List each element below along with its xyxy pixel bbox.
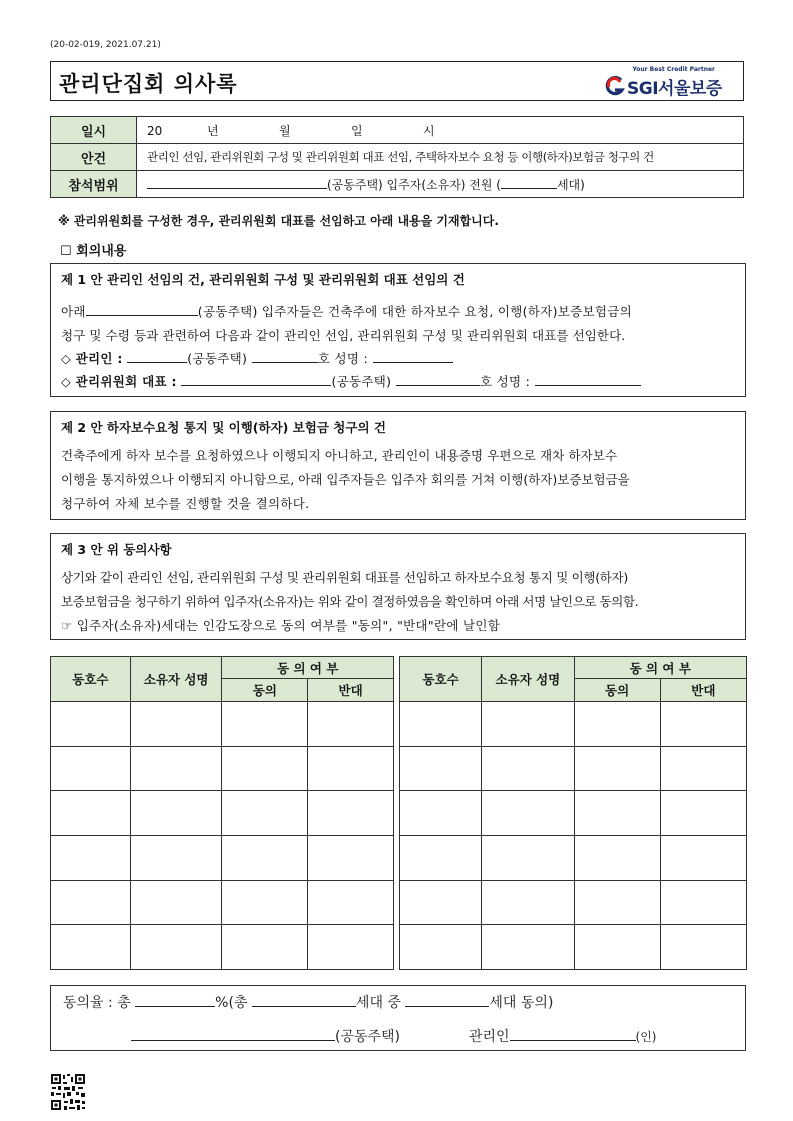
table-row: [400, 746, 747, 791]
year-unit: 년: [207, 123, 219, 138]
consent-header: 동 의 여 부: [222, 657, 394, 679]
attendance-text: (공동주택) 입주자(소유자) 전원 (: [327, 177, 501, 192]
item2-line1: 건축주에게 하자 보수를 요청하였으나 이행되지 아니하고, 관리인이 내용증명 우편으로 재차 하자보수: [61, 448, 618, 463]
oppose-cell[interactable]: [660, 925, 746, 970]
representative-label: ◇ 관리위원회 대표 :: [61, 374, 177, 389]
agenda-item-3: [50, 533, 746, 640]
owner-header: 소유자 성명: [482, 657, 574, 702]
oppose-cell[interactable]: [308, 746, 394, 791]
consent-rate-line: [63, 992, 553, 1012]
oppose-header: 반대: [660, 679, 746, 702]
owner-cell[interactable]: [130, 791, 222, 836]
manager-name-blank[interactable]: [373, 350, 453, 363]
oppose-cell[interactable]: [660, 836, 746, 881]
representative-name-label: 호 성명 :: [479, 374, 531, 389]
table-row: [400, 925, 747, 970]
unit-cell[interactable]: [51, 880, 131, 925]
agenda-label: 안건: [51, 144, 137, 171]
table-row: [51, 880, 394, 925]
owner-cell[interactable]: [482, 836, 574, 881]
oppose-cell[interactable]: [308, 836, 394, 881]
item1-l1-prefix: 아래: [61, 304, 86, 319]
date-value[interactable]: [137, 117, 744, 144]
manager-label: ◇ 관리인 :: [61, 351, 123, 366]
agree-cell[interactable]: [574, 791, 660, 836]
oppose-cell[interactable]: [660, 746, 746, 791]
item3-heading: 제 3 안 위 동의사항: [61, 542, 172, 557]
consent-header: 동 의 여 부: [574, 657, 747, 679]
agenda-item-2: [50, 411, 746, 520]
page-title: 관리단집회 의사록: [59, 72, 238, 96]
agree-header: 동의: [222, 679, 308, 702]
representative-line: [61, 372, 641, 390]
manager-sign-label: 관리인: [468, 1029, 510, 1045]
table-row: [400, 702, 747, 747]
manager-apt-text: (공동주택): [187, 351, 248, 366]
agenda-value: 관리인 선임, 관리위원회 구성 및 관리위원회 대표 선임, 주택하자보수 요청 등 이행(하자)보험금 청구의 건: [137, 144, 744, 171]
unit-header: 동호수: [400, 657, 482, 702]
owner-cell[interactable]: [130, 746, 222, 791]
unit-cell[interactable]: [51, 746, 131, 791]
agree-cell[interactable]: [222, 836, 308, 881]
manager-name-label: 호 성명 :: [317, 351, 368, 366]
logo-brand: SGI서울보증: [627, 79, 722, 99]
consent-rate-box: [50, 985, 746, 1051]
rate-mid: 세대 중: [355, 995, 401, 1011]
oppose-cell[interactable]: [308, 880, 394, 925]
signature-table-left: [50, 656, 394, 970]
table-row: [51, 702, 394, 747]
year-prefix: 20: [147, 123, 163, 138]
hour-unit: 시: [423, 123, 435, 138]
section-heading: ☐ 회의내용: [60, 244, 127, 259]
unit-cell[interactable]: [51, 836, 131, 881]
company-logo: [601, 66, 737, 98]
unit-cell[interactable]: [400, 702, 482, 747]
total-households-blank[interactable]: [252, 992, 356, 1007]
oppose-cell[interactable]: [308, 702, 394, 747]
agree-cell[interactable]: [574, 925, 660, 970]
item1-line1: [61, 302, 632, 320]
owner-cell[interactable]: [482, 925, 574, 970]
day-unit: 일: [351, 123, 363, 138]
date-label: 일시: [51, 117, 137, 144]
signature-table-right: [399, 656, 747, 970]
sgi-logo-icon: [605, 76, 625, 96]
apartment-name-blank[interactable]: [147, 176, 327, 189]
oppose-cell[interactable]: [308, 791, 394, 836]
owner-cell[interactable]: [482, 880, 574, 925]
manager-apartment-blank[interactable]: [127, 350, 187, 363]
agree-cell[interactable]: [222, 880, 308, 925]
meeting-info-table: [50, 116, 744, 198]
table-row: [400, 791, 747, 836]
table-row: [51, 925, 394, 970]
item3-line3: ☞ 입주자(소유자)세대는 인감도장으로 동의 여부를 "동의", "반대"란에 날인함: [61, 618, 501, 633]
representative-apt-text: (공동주택): [331, 374, 392, 389]
item2-line3: 청구하여 자체 보수를 진행할 것을 결의하다.: [61, 496, 310, 511]
instruction-note: ※ 관리위원회를 구성한 경우, 관리위원회 대표를 선임하고 아래 내용을 기재합니다.: [58, 214, 499, 228]
document-code: (20-02-019, 2021.07.21): [50, 40, 161, 50]
rate-apt: (공동주택): [335, 1029, 401, 1045]
manager-sign-blank[interactable]: [510, 1026, 636, 1041]
rate-end: 세대 동의): [489, 995, 554, 1011]
agree-cell[interactable]: [222, 702, 308, 747]
attendance-label: 참석범위: [51, 171, 137, 198]
table-row: [51, 791, 394, 836]
manager-line: [61, 349, 453, 367]
owner-cell[interactable]: [130, 702, 222, 747]
household-count-blank[interactable]: [501, 176, 557, 189]
oppose-cell[interactable]: [660, 791, 746, 836]
item2-heading: 제 2 안 하자보수요청 통지 및 이행(하자) 보험금 청구의 건: [61, 420, 386, 435]
item1-apartment-blank[interactable]: [86, 303, 198, 316]
item3-line1: 상기와 같이 관리인 선임, 관리위원회 구성 및 관리위원회 대표를 선임하고 하자보수요청 통지 및 이행(하자): [61, 570, 628, 585]
unit-cell[interactable]: [400, 791, 482, 836]
representative-apartment-blank[interactable]: [181, 373, 331, 386]
title-box: [50, 61, 744, 101]
oppose-header: 반대: [308, 679, 394, 702]
item1-line2: 청구 및 수령 등과 관련하여 다음과 같이 관리인 선임, 관리위원회 구성 및 관리위원회 대표를 선임한다.: [61, 328, 626, 343]
table-row: [51, 746, 394, 791]
manager-unit-blank[interactable]: [252, 350, 318, 363]
oppose-cell[interactable]: [660, 880, 746, 925]
owner-cell[interactable]: [130, 836, 222, 881]
item3-line2: 보증보험금을 청구하기 위하여 입주자(소유자)는 위와 같이 결정하였음을 확인하며 아래 서명 날인으로 동의함.: [61, 594, 639, 609]
owner-cell[interactable]: [130, 925, 222, 970]
representative-unit-blank[interactable]: [396, 373, 480, 386]
unit-cell[interactable]: [51, 702, 131, 747]
month-unit: 월: [279, 123, 291, 138]
owner-header: 소유자 성명: [130, 657, 222, 702]
agree-cell[interactable]: [574, 746, 660, 791]
manager-sign-line: [131, 1026, 656, 1046]
oppose-cell[interactable]: [308, 925, 394, 970]
unit-cell[interactable]: [400, 880, 482, 925]
unit-cell[interactable]: [51, 925, 131, 970]
table-row: [400, 836, 747, 881]
rate-pct: %(총: [215, 995, 248, 1011]
rate-percent-blank[interactable]: [135, 992, 215, 1007]
owner-cell[interactable]: [130, 880, 222, 925]
agree-cell[interactable]: [574, 836, 660, 881]
agenda-item-1: [50, 263, 746, 397]
agree-cell[interactable]: [222, 791, 308, 836]
logo-tagline: Your Best Credit Partner: [632, 66, 715, 73]
item1-heading: 제 1 안 관리인 선임의 건, 관리위원회 구성 및 관리위원회 대표 선임의 건: [61, 272, 465, 287]
table-row: [51, 836, 394, 881]
unit-cell[interactable]: [400, 746, 482, 791]
owner-cell[interactable]: [482, 791, 574, 836]
agree-cell[interactable]: [574, 702, 660, 747]
item1-l1-text: (공동주택) 입주자들은 건축주에 대한 하자보수 요청, 이행(하자)보증보험금의: [197, 304, 633, 319]
rate-prefix: 동의율 : 총: [63, 995, 131, 1011]
unit-cell[interactable]: [51, 791, 131, 836]
representative-name-blank[interactable]: [535, 373, 641, 386]
agree-households-blank[interactable]: [405, 992, 489, 1007]
table-row: [400, 880, 747, 925]
agree-cell[interactable]: [574, 880, 660, 925]
unit-cell[interactable]: [400, 836, 482, 881]
agree-cell[interactable]: [222, 925, 308, 970]
unit-header: 동호수: [51, 657, 131, 702]
qr-code-icon: [50, 1073, 86, 1111]
agree-header: 동의: [574, 679, 660, 702]
attendance-value[interactable]: [137, 171, 744, 198]
agree-cell[interactable]: [222, 746, 308, 791]
apartment-name-blank[interactable]: [131, 1026, 335, 1041]
oppose-cell[interactable]: [660, 702, 746, 747]
owner-cell[interactable]: [482, 746, 574, 791]
unit-cell[interactable]: [400, 925, 482, 970]
seal-mark: (인): [635, 1030, 657, 1044]
owner-cell[interactable]: [482, 702, 574, 747]
item2-line2: 이행을 통지하였으나 이행되지 아니함으로, 아래 입주자들은 입주자 회의를 거쳐 이행(하자)보증보험금을: [61, 472, 630, 487]
attendance-suffix: 세대): [556, 177, 585, 192]
